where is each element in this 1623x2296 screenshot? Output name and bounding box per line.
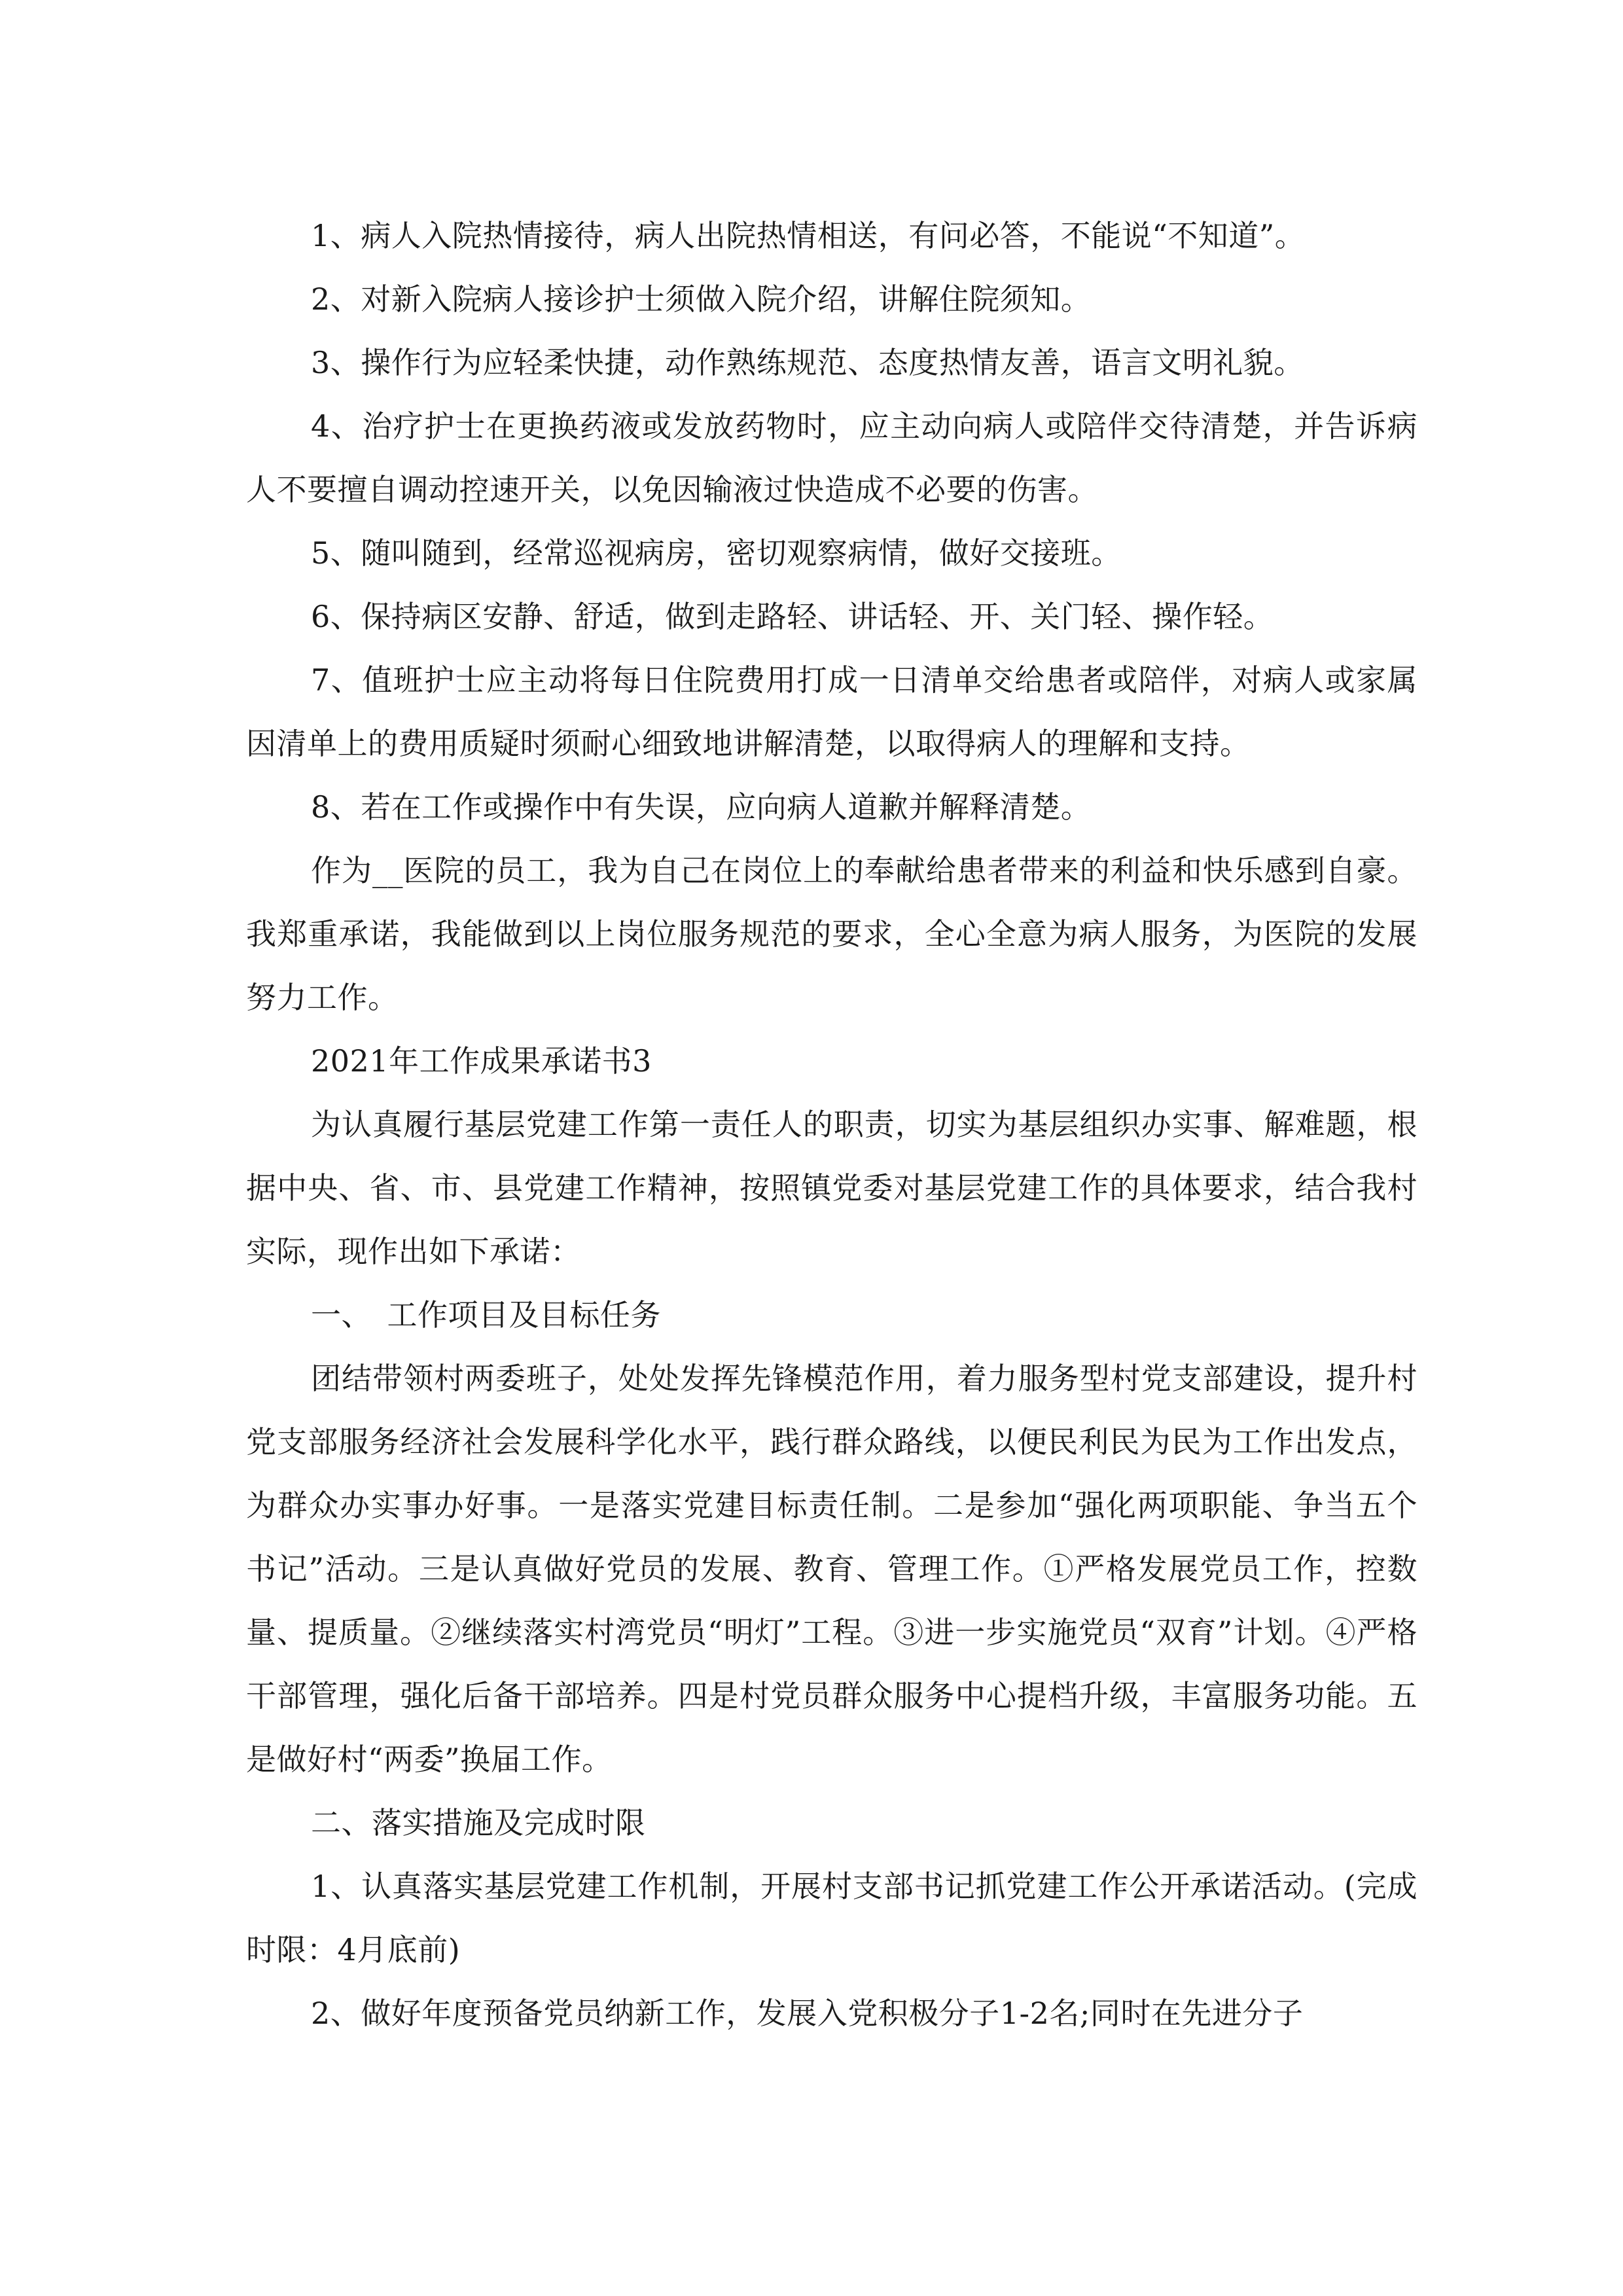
heading-measures: 二、落实措施及完成时限 xyxy=(311,1805,646,1840)
paragraph-item-5: 5、随叫随到，经常巡视病房，密切观察病情，做好交接班。 xyxy=(311,535,1122,571)
measure-item-2: 2、做好年度预备党员纳新工作，发展入党积极分子1-2名;同时在先进分子 xyxy=(311,1996,1304,2031)
document-body xyxy=(246,204,1418,2045)
paragraph-item-6: 6、保持病区安静、舒适，做到走路轻、讲话轻、开、关门轻、操作轻。 xyxy=(311,599,1274,634)
commitment-paragraph: 作为__医院的员工，我为自己在岗位上的奉献给患者带来的利益和快乐感到自豪。我郑重承诺，我能做到以上岗位服务规范的要求，全心全意为病人服务，为医院的发展努力工作。 xyxy=(246,853,1418,1015)
work-items-paragraph: 团结带领村两委班子，处处发挥先锋模范作用，着力服务型村党支部建设，提升村党支部服务经济社会发展科学化水平，践行群众路线，以便民利民为民为工作出发点，为群众办实事办好事。一是落实党建目标责任制。二是参加“强化两项职能、争当五个书记”活动。三是认真做好党员的发展、教育、管理工作。①严格发展党员工作，控数量、提质量。②继续落实村湾党员“明灯”工程。③进一步实施党员“双育”计划。④严格干部管理，强化后备干部培养。四是村党员群众服务中心提档升级，丰富服务功能。五是做好村“两委”换届工作。 xyxy=(246,1361,1418,1777)
section-title: 2021年工作成果承诺书3 xyxy=(311,1043,652,1079)
heading-work-items: 一、 工作项目及目标任务 xyxy=(311,1297,661,1333)
paragraph-item-7: 7、值班护士应主动将每日住院费用打成一日清单交给患者或陪伴，对病人或家属因清单上的费用质疑时须耐心细致地讲解清楚，以取得病人的理解和支持。 xyxy=(246,662,1418,761)
intro-paragraph: 为认真履行基层党建工作第一责任人的职责，切实为基层组织办实事、解难题，根据中央、省、市、县党建工作精神，按照镇党委对基层党建工作的具体要求，结合我村实际，现作出如下承诺： xyxy=(246,1107,1418,1269)
paragraph-item-2: 2、对新入院病人接诊护士须做入院介绍，讲解住院须知。 xyxy=(311,281,1092,317)
paragraph-item-8: 8、若在工作或操作中有失误，应向病人道歉并解释清楚。 xyxy=(311,789,1092,825)
paragraph-item-3: 3、操作行为应轻柔快捷，动作熟练规范、态度热情友善，语言文明礼貌。 xyxy=(311,345,1304,380)
paragraph-item-1: 1、病人入院热情接待，病人出院热情相送，有问必答，不能说“不知道”。 xyxy=(311,218,1306,253)
measure-item-1: 1、认真落实基层党建工作机制，开展村支部书记抓党建工作公开承诺活动。(完成时限：4月底前) xyxy=(246,1869,1418,1967)
paragraph-item-4: 4、治疗护士在更换药液或发放药物时，应主动向病人或陪伴交待清楚，并告诉病人不要擅自调动控速开关，以免因输液过快造成不必要的伤害。 xyxy=(246,408,1418,507)
